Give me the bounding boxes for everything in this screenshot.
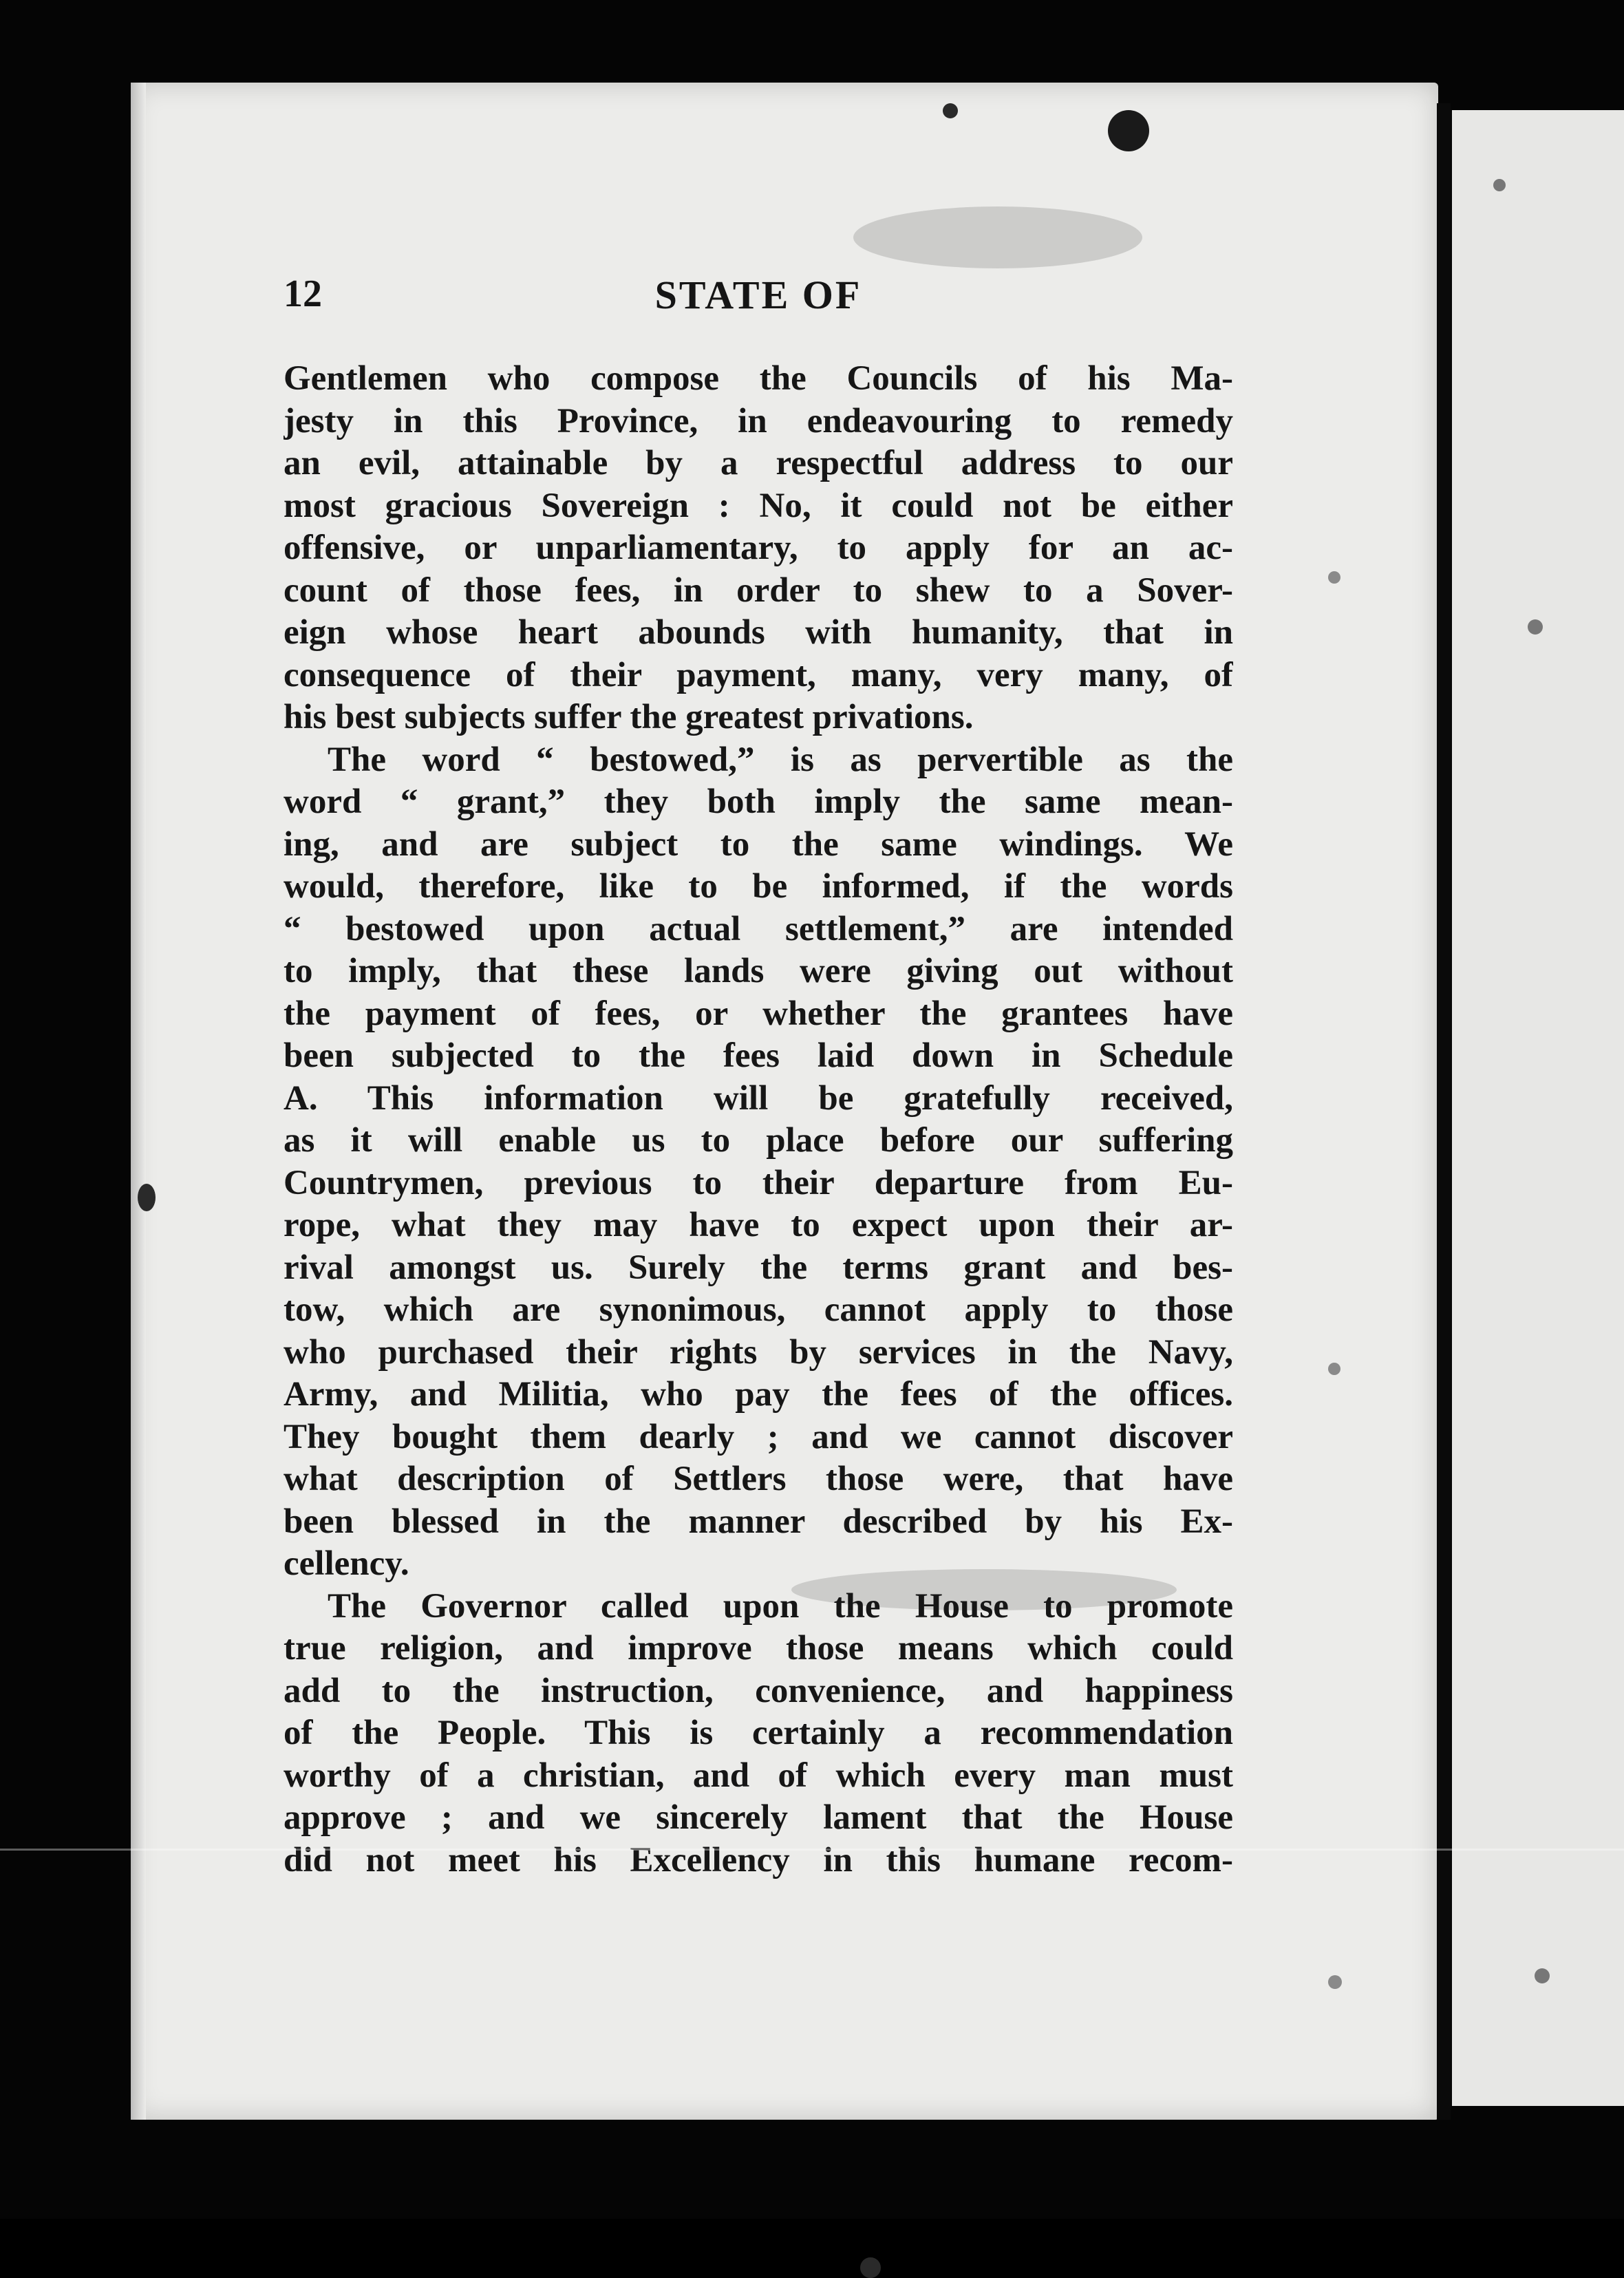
text-line: cellency.	[284, 1544, 409, 1583]
body-text	[284, 358, 1233, 1882]
ink-speck	[1328, 571, 1340, 584]
ink-speck	[138, 1184, 156, 1211]
text-line: approve ; and we sincerely lament that the House	[284, 1798, 1233, 1837]
text-line: add to the instruction, convenience, and happiness	[284, 1671, 1233, 1710]
text-line: true religion, and improve those means which could	[284, 1629, 1233, 1668]
text-line: been subjected to the fees laid down in Schedule	[284, 1036, 1233, 1075]
text-line: Gentlemen who compose the Councils of his Ma-	[284, 359, 1233, 398]
text-line: been blessed in the manner described by his Ex-	[284, 1502, 1233, 1541]
text-line: as it will enable us to place before our suffering	[284, 1121, 1233, 1160]
text-line: who purchased their rights by services in the Navy,	[284, 1332, 1233, 1372]
text-line: A. This information will be gratefully received,	[284, 1078, 1233, 1118]
ink-speck	[1328, 1363, 1340, 1375]
text-line: consequence of their payment, many, very many, of	[284, 655, 1233, 694]
text-line: tow, which are synonimous, cannot apply to those	[284, 1290, 1233, 1329]
text-line: of the People. This is certainly a recommendation	[284, 1714, 1233, 1752]
text-line: the payment of fees, or whether the grantees have	[284, 994, 1233, 1033]
text-line: rival amongst us. Surely the terms grant and bes-	[284, 1248, 1233, 1287]
ink-speck	[1535, 1968, 1550, 1983]
text-line: most gracious Sovereign : No, it could not be either	[284, 486, 1233, 525]
ink-speck	[1328, 1975, 1342, 1989]
text-line: did not meet his Excellency in this humane recom-	[284, 1840, 1233, 1880]
scan-line-artifact	[0, 1849, 1624, 1851]
facing-page-edge	[1452, 110, 1624, 2106]
page-header	[284, 272, 1233, 327]
text-line: jesty in this Province, in endeavouring to remedy	[284, 401, 1233, 440]
text-line: offensive, or unparliamentary, to apply for an ac-	[284, 529, 1233, 567]
text-line: The Governor called upon the House to promote	[328, 1586, 1233, 1626]
text-line: rope, what they may have to expect upon their ar-	[284, 1206, 1233, 1244]
text-line: to imply, that these lands were giving out without	[284, 952, 1233, 990]
text-line: worthy of a christian, and of which every man must	[284, 1756, 1233, 1795]
text-line: his best subjects suffer the greatest privations.	[284, 698, 974, 736]
page-gutter	[1437, 103, 1451, 2120]
text-line: ing, and are subject to the same windings. We	[284, 824, 1233, 864]
text-line: would, therefore, like to be informed, if the words	[284, 867, 1233, 906]
ink-speck	[1528, 619, 1543, 635]
running-head: STATE OF	[654, 273, 862, 317]
ink-blot	[1108, 110, 1149, 151]
text-line: Countrymen, previous to their departure from Eu-	[284, 1163, 1233, 1202]
text-line: “ bestowed upon actual settlement,” are intended	[284, 909, 1233, 948]
text-line: The word “ bestowed,” is as pervertible as the	[328, 740, 1233, 779]
ink-speck	[1493, 179, 1506, 191]
ink-speck	[860, 2257, 881, 2278]
text-line: They bought them dearly ; and we cannot discover	[284, 1417, 1233, 1456]
page-number: 12	[284, 273, 322, 315]
text-line: an evil, attainable by a respectful address to our	[284, 444, 1233, 482]
ink-speck	[943, 103, 958, 118]
text-line: what description of Settlers those were, that have	[284, 1460, 1233, 1498]
text-line: Army, and Militia, who pay the fees of the offices.	[284, 1375, 1233, 1414]
show-through-smudge	[853, 206, 1142, 268]
text-line: word “ grant,” they both imply the same mean-	[284, 783, 1233, 821]
text-line: eign whose heart abounds with humanity, that in	[284, 613, 1233, 652]
text-line: count of those fees, in order to shew to a Sover-	[284, 571, 1233, 610]
